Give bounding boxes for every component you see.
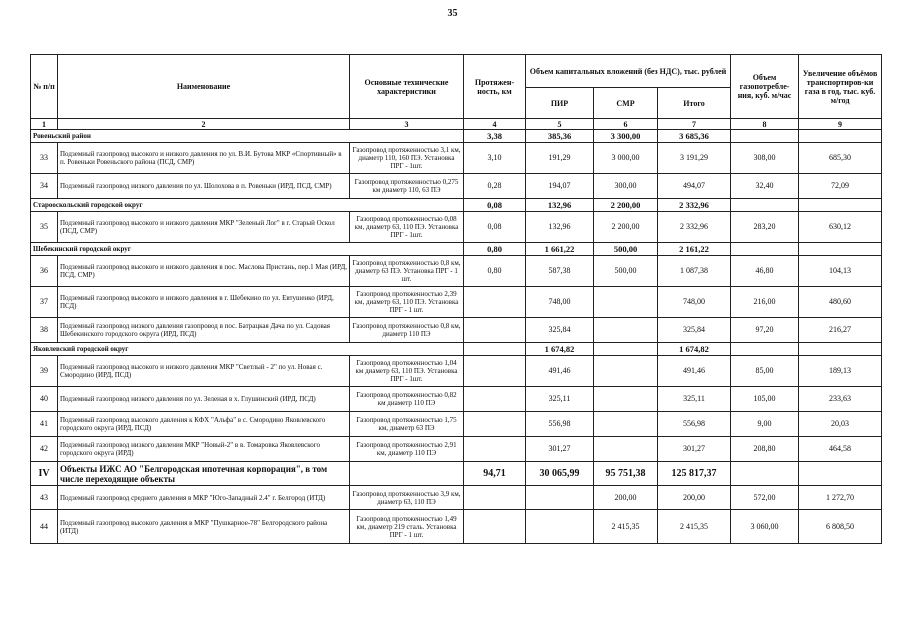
header-name: Наименование	[58, 55, 350, 119]
smr-cell	[594, 437, 658, 462]
smr-cell	[594, 287, 658, 318]
length-cell	[464, 412, 526, 437]
gas-volume-cell: 105,00	[731, 387, 799, 412]
group-row	[31, 462, 882, 486]
total-cell: 200,00	[658, 486, 731, 510]
col-number: 7	[658, 119, 731, 130]
tech-characteristics: Газопровод протяженностью 0,8 км, диаметр 110 ПЭ	[350, 318, 464, 343]
row-number: 34	[31, 174, 58, 199]
gas-volume-cell: 3 060,00	[731, 510, 799, 544]
col-number: 8	[731, 119, 799, 130]
smr-cell	[594, 387, 658, 412]
row-number: 35	[31, 212, 58, 243]
object-name: Подземный газопровод высокого давления к КФХ "Альфа" в с. Смородино Яковлевского городского округа (ИРД, ПСД)	[58, 412, 350, 437]
object-name: Подземный газопровод низкого давления по ул. Шолохова в п. Ровеньки (ИРД, ПСД, СМР)	[58, 174, 350, 199]
row-number: 39	[31, 356, 58, 387]
total-cell: 748,00	[658, 287, 731, 318]
length-cell	[464, 318, 526, 343]
gas-volume-cell: 216,00	[731, 287, 799, 318]
table-row	[31, 318, 882, 343]
length-cell: 94,71	[464, 462, 526, 486]
table-row	[31, 174, 882, 199]
object-name: Подземный газопровод низкого давления газопровод в пос. Батрацкая Дача по ул. Садовая Шебекинского городского округа (ИРД, ПСД)	[58, 318, 350, 343]
table-row	[31, 486, 882, 510]
row-number: 38	[31, 318, 58, 343]
gas-volume-cell: 46,80	[731, 256, 799, 287]
header-tech: Основные технические характеристики	[350, 55, 464, 119]
row-number: 44	[31, 510, 58, 544]
pir-cell	[526, 510, 594, 544]
table-row	[31, 510, 882, 544]
header-pir: ПИР	[526, 88, 594, 119]
pir-cell: 325,84	[526, 318, 594, 343]
col-number: 9	[799, 119, 882, 130]
pir-cell: 385,36	[526, 130, 594, 143]
object-name: Подземный газопровод низкого давления МКР "Новый-2" в в. Томаровка Яковлевского городского округа (ИРД)	[58, 437, 350, 462]
object-name: Подземный газопровод высокого и низкого давления МКР "Светлый - 2" по ул. Новая с. Смородино (ИРД, ПСД)	[58, 356, 350, 387]
table-row	[31, 387, 882, 412]
length-cell: 0,08	[464, 199, 526, 212]
increase-cell	[799, 130, 882, 143]
header-capex: Объем капитальных вложений (без НДС), тыс. рублей	[526, 55, 731, 88]
row-number: 36	[31, 256, 58, 287]
total-cell: 491,46	[658, 356, 731, 387]
section-name: Шебекинский городской округ	[31, 243, 464, 256]
section-row	[31, 199, 882, 212]
total-cell: 494,07	[658, 174, 731, 199]
smr-cell: 2 200,00	[594, 212, 658, 243]
header-length: Протяжен-ность, км	[464, 55, 526, 119]
col-number: 3	[350, 119, 464, 130]
header-increase: Увеличение объёмов транспортиров-ки газа в год, тыс. куб. м/год	[799, 55, 882, 119]
gas-volume-cell: 97,20	[731, 318, 799, 343]
gas-volume-cell: 572,00	[731, 486, 799, 510]
col-number: 4	[464, 119, 526, 130]
col-number: 2	[58, 119, 350, 130]
pir-cell: 325,11	[526, 387, 594, 412]
tech-characteristics: Газопровод протяженностью 0,08 км, диаметр 63, 110 ПЭ. Установка ПРГ - 1шт.	[350, 212, 464, 243]
gas-volume-cell: 308,00	[731, 143, 799, 174]
tech-characteristics: Газопровод протяженностью 2,39 км, диаметр 63, 110 ПЭ. Установка ПРГ - 1 шт.	[350, 287, 464, 318]
section-row	[31, 343, 882, 356]
total-cell: 2 161,22	[658, 243, 731, 256]
col-number: 1	[31, 119, 58, 130]
smr-cell	[594, 412, 658, 437]
increase-cell	[799, 243, 882, 256]
pir-cell: 132,96	[526, 212, 594, 243]
col-number: 5	[526, 119, 594, 130]
increase-cell: 630,12	[799, 212, 882, 243]
row-number: 42	[31, 437, 58, 462]
pir-cell: 556,98	[526, 412, 594, 437]
increase-cell: 464,58	[799, 437, 882, 462]
pir-cell: 587,38	[526, 256, 594, 287]
smr-cell	[594, 356, 658, 387]
object-name: Подземный газопровод высокого и низкого давления в пос. Маслова Пристань, пер.1 Мая (ИРД, ПСД, СМР)	[58, 256, 350, 287]
section-row	[31, 243, 882, 256]
total-cell: 3 685,36	[658, 130, 731, 143]
object-name: Подземный газопровод высокого и низкого давления МКР "Зеленый Лог" в г. Старый Оскол (ПСД, СМР)	[58, 212, 350, 243]
table-row	[31, 212, 882, 243]
header-smr: СМР	[594, 88, 658, 119]
tech-characteristics: Газопровод протяженностью 1,75 км, диаметр 63 ПЭ	[350, 412, 464, 437]
column-numbers-row	[31, 119, 882, 130]
table-row	[31, 356, 882, 387]
total-cell: 1 674,82	[658, 343, 731, 356]
pir-cell	[526, 486, 594, 510]
pir-cell: 191,29	[526, 143, 594, 174]
pir-cell: 1 661,22	[526, 243, 594, 256]
tech-characteristics: Газопровод протяженностью 2,91 км, диаметр 110 ПЭ	[350, 437, 464, 462]
total-cell: 1 087,38	[658, 256, 731, 287]
increase-cell: 1 272,70	[799, 486, 882, 510]
object-name: Подземный газопровод среднего давления в МКР "Юго-Западный 2.4" г. Белгород (ИТД)	[58, 486, 350, 510]
investment-table	[30, 54, 882, 544]
length-cell	[464, 486, 526, 510]
gas-volume-cell: 208,80	[731, 437, 799, 462]
gas-volume-cell	[731, 343, 799, 356]
tech-characteristics: Газопровод протяженностью 0,8 км, диаметр 63 ПЭ. Установка ПРГ - 1 шт.	[350, 256, 464, 287]
pir-cell: 194,07	[526, 174, 594, 199]
table-row	[31, 437, 882, 462]
gas-volume-cell: 9,00	[731, 412, 799, 437]
tech-characteristics: Газопровод протяженностью 0,82 км диаметр 110 ПЭ	[350, 387, 464, 412]
length-cell	[464, 387, 526, 412]
pir-cell: 748,00	[526, 287, 594, 318]
row-number: 33	[31, 143, 58, 174]
object-name: Подземный газопровод высокого и низкого давления по ул. В.И. Бутова МКР «Спортивный» в п. Ровеньки Ровеньского района (ПСД, СМР)	[58, 143, 350, 174]
table-row	[31, 412, 882, 437]
pir-cell: 301,27	[526, 437, 594, 462]
length-cell: 0,28	[464, 174, 526, 199]
object-name: Подземный газопровод низкого давления по ул. Зеленая в х. Глушинский (ИРД, ПСД)	[58, 387, 350, 412]
gas-volume-cell: 85,00	[731, 356, 799, 387]
smr-cell: 3 000,00	[594, 143, 658, 174]
total-cell: 301,27	[658, 437, 731, 462]
increase-cell: 233,63	[799, 387, 882, 412]
smr-cell: 95 751,38	[594, 462, 658, 486]
length-cell	[464, 343, 526, 356]
col-number: 6	[594, 119, 658, 130]
page-number: 35	[447, 8, 458, 19]
increase-cell: 20,03	[799, 412, 882, 437]
table-body	[31, 130, 882, 544]
smr-cell: 2 415,35	[594, 510, 658, 544]
increase-cell: 72,09	[799, 174, 882, 199]
tech-characteristics: Газопровод протяженностью 3,1 км, диаметр 110, 160 ПЭ. Установка ПРГ - 1шт.	[350, 143, 464, 174]
total-cell: 3 191,29	[658, 143, 731, 174]
total-cell: 125 817,37	[658, 462, 731, 486]
gas-volume-cell: 283,20	[731, 212, 799, 243]
length-cell	[464, 437, 526, 462]
smr-cell	[594, 343, 658, 356]
group-name: Объекты ИЖС АО "Белгородская ипотечная корпорация", в том числе переходящие объекты	[58, 462, 350, 486]
section-row	[31, 130, 882, 143]
tech-cell	[350, 462, 464, 486]
smr-cell	[594, 318, 658, 343]
total-cell: 2 332,96	[658, 212, 731, 243]
pir-cell: 491,46	[526, 356, 594, 387]
table-row	[31, 143, 882, 174]
gas-volume-cell	[731, 199, 799, 212]
length-cell: 0,80	[464, 256, 526, 287]
row-number: IV	[31, 462, 58, 486]
header-num: № п/п	[31, 55, 58, 119]
gas-volume-cell: 32,40	[731, 174, 799, 199]
increase-cell: 685,30	[799, 143, 882, 174]
total-cell: 325,84	[658, 318, 731, 343]
increase-cell: 189,13	[799, 356, 882, 387]
length-cell: 0,80	[464, 243, 526, 256]
gas-volume-cell	[731, 130, 799, 143]
increase-cell: 104,13	[799, 256, 882, 287]
gas-volume-cell	[731, 462, 799, 486]
header-total: Итого	[658, 88, 731, 119]
increase-cell	[799, 462, 882, 486]
object-name: Подземный газопровод высокого и низкого давления в г. Шебекино по ул. Евтушенко (ИРД, ПСД)	[58, 287, 350, 318]
increase-cell: 216,27	[799, 318, 882, 343]
table-row	[31, 287, 882, 318]
pir-cell: 1 674,82	[526, 343, 594, 356]
total-cell: 2 415,35	[658, 510, 731, 544]
pir-cell: 132,96	[526, 199, 594, 212]
pir-cell: 30 065,99	[526, 462, 594, 486]
row-number: 41	[31, 412, 58, 437]
increase-cell: 480,60	[799, 287, 882, 318]
tech-characteristics: Газопровод протяженностью 1,04 км диаметр 63, 110 ПЭ. Установка ПРГ - 1шт.	[350, 356, 464, 387]
smr-cell: 3 300,00	[594, 130, 658, 143]
total-cell: 325,11	[658, 387, 731, 412]
increase-cell	[799, 343, 882, 356]
object-name: Подземный газопровод высокого давления в МКР "Пушкарное-78" Белгородского района (ИТД)	[58, 510, 350, 544]
length-cell: 3,10	[464, 143, 526, 174]
length-cell: 0,08	[464, 212, 526, 243]
tech-characteristics: Газопровод протяженностью 3,9 км, диаметр 63, 110 ПЭ	[350, 486, 464, 510]
increase-cell	[799, 199, 882, 212]
row-number: 43	[31, 486, 58, 510]
tech-characteristics: Газопровод протяженностью 0,275 км диаметр 110, 63 ПЭ	[350, 174, 464, 199]
tech-characteristics: Газопровод протяженностью 1,49 км, диаметр 219 сталь. Установка ПРГ - 1 шт.	[350, 510, 464, 544]
smr-cell: 2 200,00	[594, 199, 658, 212]
smr-cell: 300,00	[594, 174, 658, 199]
total-cell: 2 332,96	[658, 199, 731, 212]
section-name: Ровеньский район	[31, 130, 464, 143]
length-cell: 3,38	[464, 130, 526, 143]
row-number: 40	[31, 387, 58, 412]
row-number: 37	[31, 287, 58, 318]
smr-cell: 500,00	[594, 256, 658, 287]
header-gas-volume: Объем газопотребле-ния, куб. м/час	[731, 55, 799, 119]
length-cell	[464, 356, 526, 387]
length-cell	[464, 287, 526, 318]
section-name: Старооскольский городской округ	[31, 199, 464, 212]
smr-cell: 200,00	[594, 486, 658, 510]
table-row	[31, 256, 882, 287]
total-cell: 556,98	[658, 412, 731, 437]
length-cell	[464, 510, 526, 544]
increase-cell: 6 808,50	[799, 510, 882, 544]
gas-volume-cell	[731, 243, 799, 256]
section-name: Яковлевский городской округ	[31, 343, 464, 356]
smr-cell: 500,00	[594, 243, 658, 256]
